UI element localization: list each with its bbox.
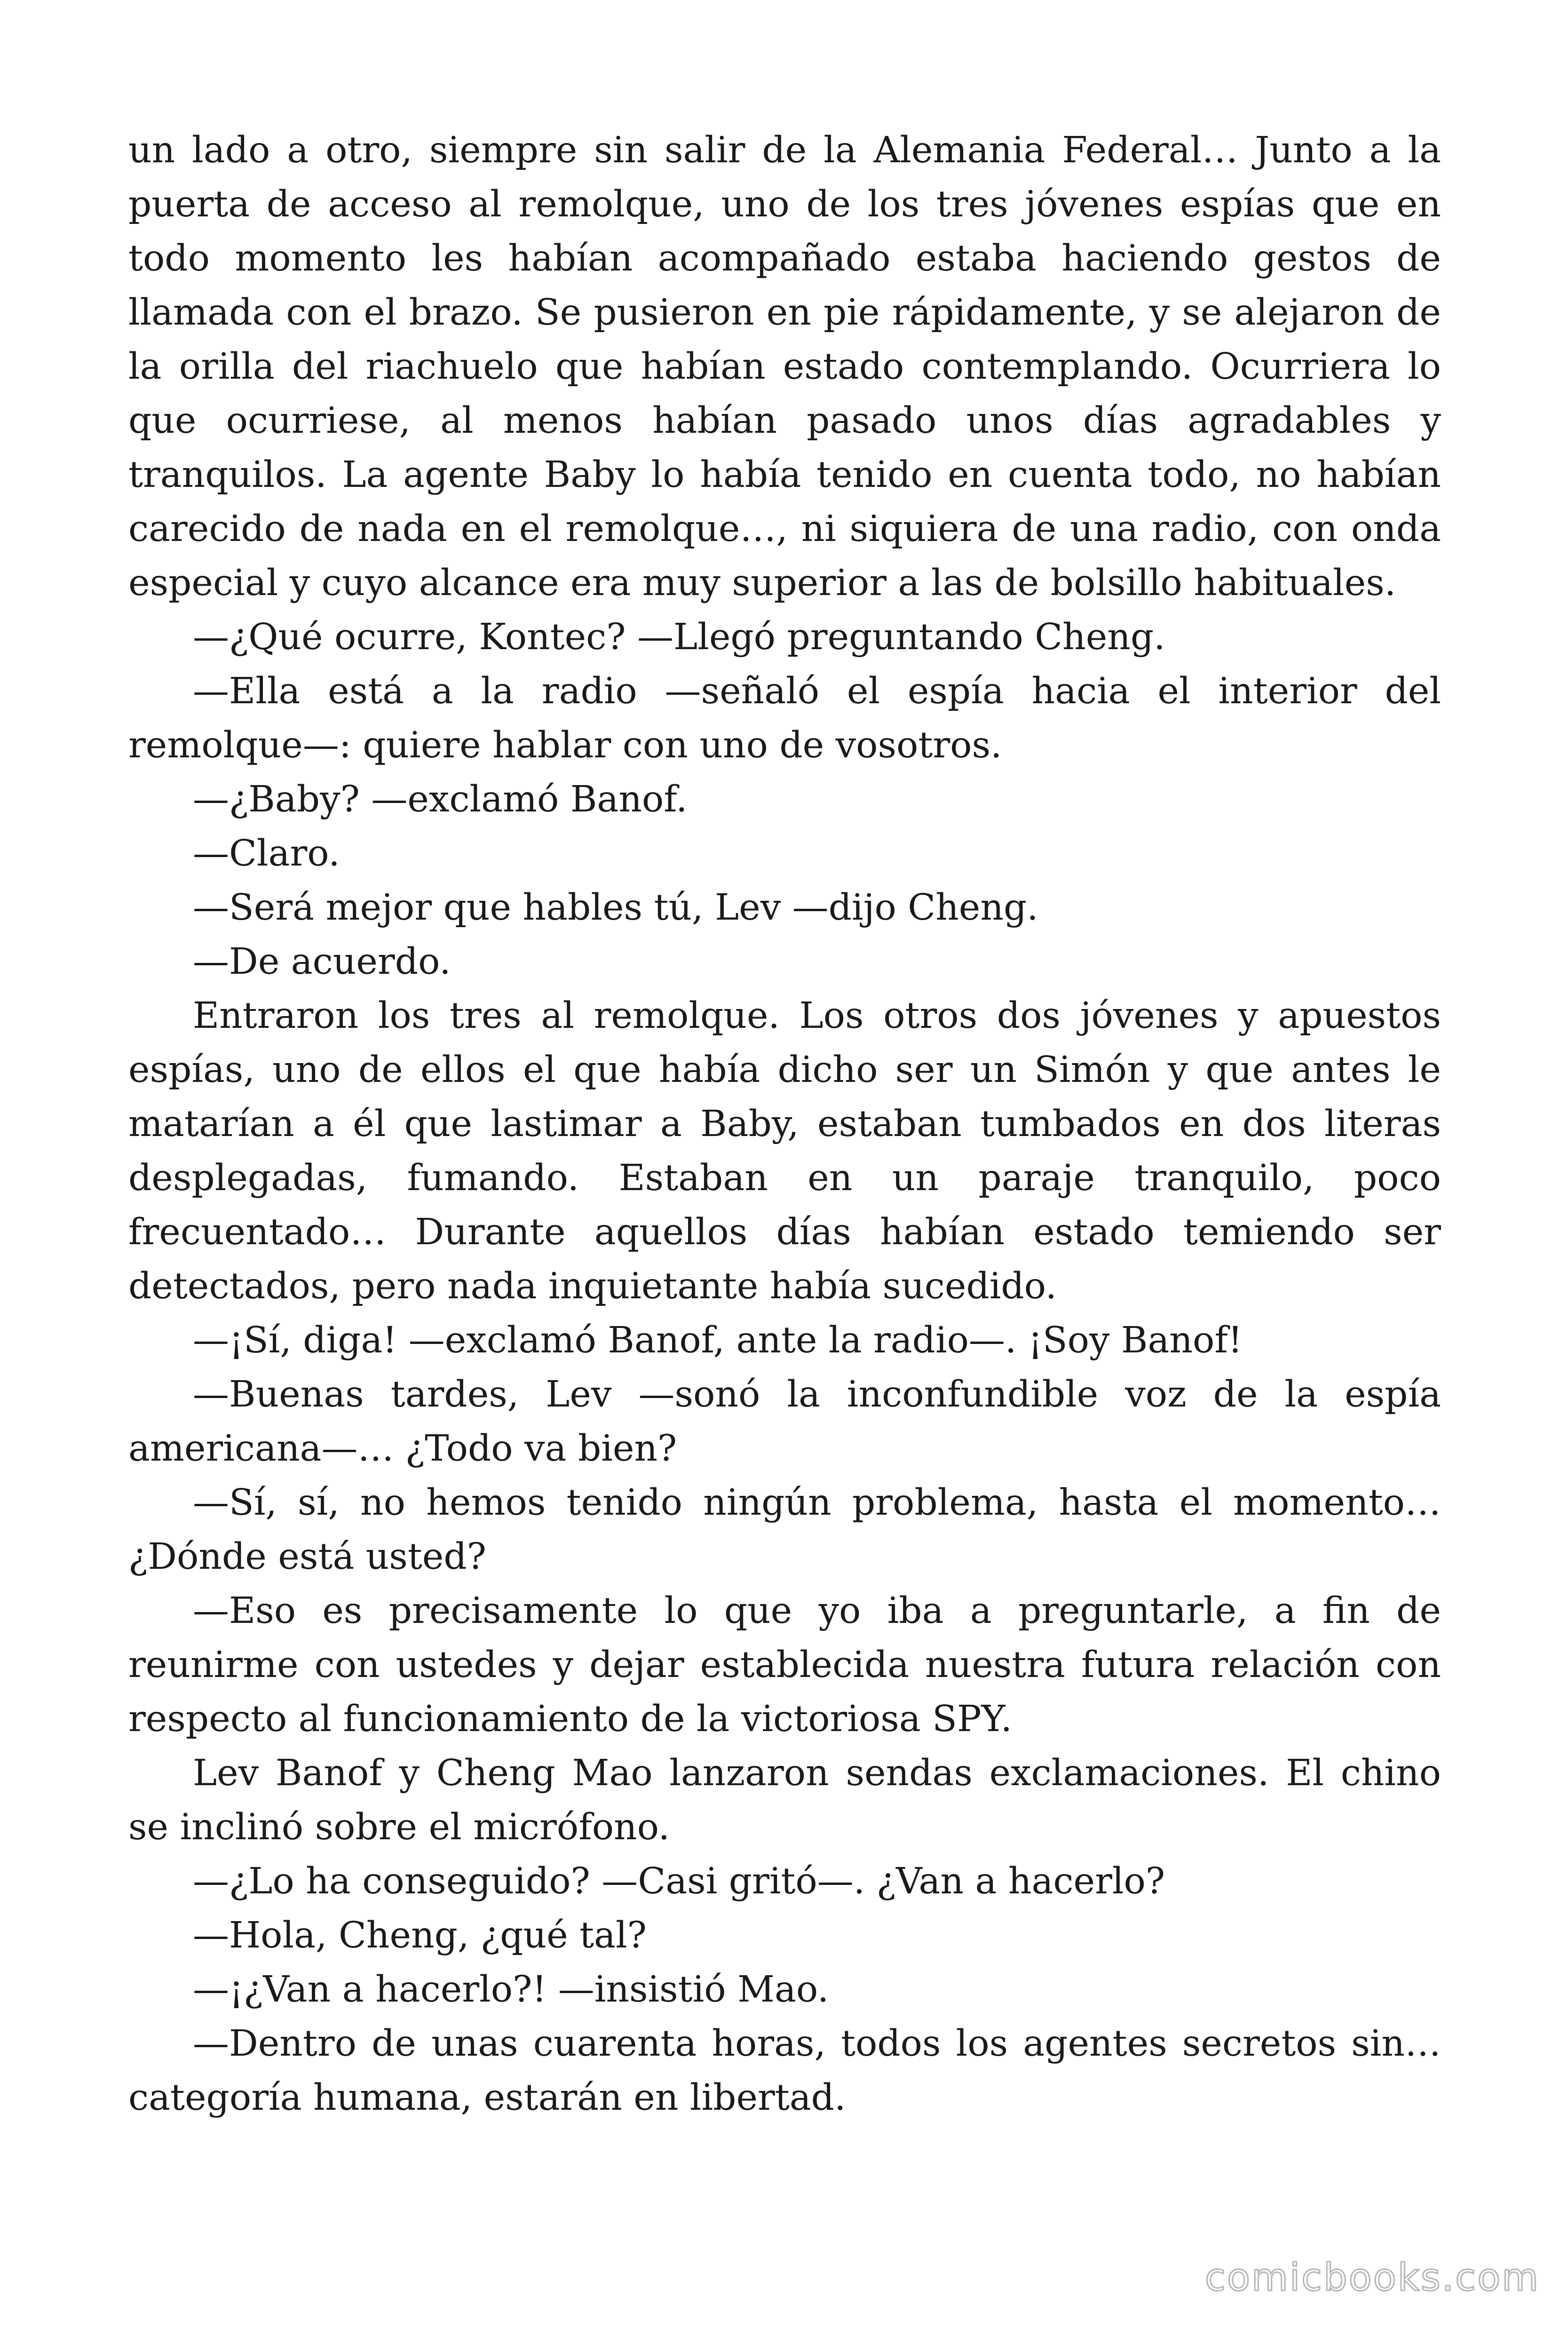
paragraph: —¡Sí, diga! —exclamó Banof, ante la radio—. ¡Soy Banof! [193,1319,1243,1361]
paragraph: —De acuerdo. [193,941,451,983]
watermark: comicbooks.com [1204,2256,1540,2299]
paragraph: —Sí, sí, no hemos tenido ningún problema, hasta el momento… ¿Dónde está usted? [128,1482,1441,1578]
paragraph: —Ella está a la radio —señaló el espía hacia el interior del remolque—: quiere hablar con uno de vosotros. [128,670,1441,766]
paragraph: un lado a otro, siempre sin salir de la Alemania Federal… Junto a la puerta de acceso al remolque, uno de los tres jóvenes espías que en todo momento les habían acompañado estaba haciendo gestos de llamada con el brazo. Se pusieron en pie rápidamente, y se alejaron de la orilla del riachuelo que habían estado contemplando. Ocurriera lo que ocurriese, al menos habían pasado unos días agradables y tranquilos. La agente Baby lo había tenido en cuenta todo, no habían carecido de nada en el remolque…, ni siquiera de una radio, con onda especial y cuyo alcance era muy superior a las de bolsillo habituales. [128,129,1441,604]
paragraph: —Dentro de unas cuarenta horas, todos los agentes secretos sin… categoría humana, estarán en libertad. [128,2023,1441,2119]
paragraph: —Será mejor que hables tú, Lev —dijo Cheng. [193,887,1038,929]
paragraph: —¿Lo ha conseguido? —Casi gritó—. ¿Van a hacerlo? [193,1860,1165,1902]
paragraph: —¿Qué ocurre, Kontec? —Llegó preguntando Cheng. [193,616,1165,658]
paragraph: —Hola, Cheng, ¿qué tal? [193,1915,647,1956]
paragraph: —Claro. [193,833,340,874]
paragraph: —¿Baby? —exclamó Banof. [193,779,688,820]
paragraph: Lev Banof y Cheng Mao lanzaron sendas exclamaciones. El chino se inclinó sobre el micrófono. [128,1752,1441,1848]
paragraph: —¡¿Van a hacerlo?! —insistió Mao. [193,1969,829,2010]
body-text [128,123,1441,2125]
paragraph: Entraron los tres al remolque. Los otros dos jóvenes y apuestos espías, uno de ellos el que había dicho ser un Simón y que antes le matarían a él que lastimar a Baby, estaban tumbados en dos literas desplegadas, fumando. Estaban en un paraje tranquilo, poco frecuentado… Durante aquellos días habían estado temiendo ser detectados, pero nada inquietante había sucedido. [128,995,1441,1307]
paragraph: —Buenas tardes, Lev —sonó la inconfundible voz de la espía americana—… ¿Todo va bien? [128,1374,1441,1470]
paragraph: —Eso es precisamente lo que yo iba a preguntarle, a fin de reunirme con ustedes y dejar establecida nuestra futura relación con respecto al funcionamiento de la victoriosa SPY. [128,1590,1441,1740]
